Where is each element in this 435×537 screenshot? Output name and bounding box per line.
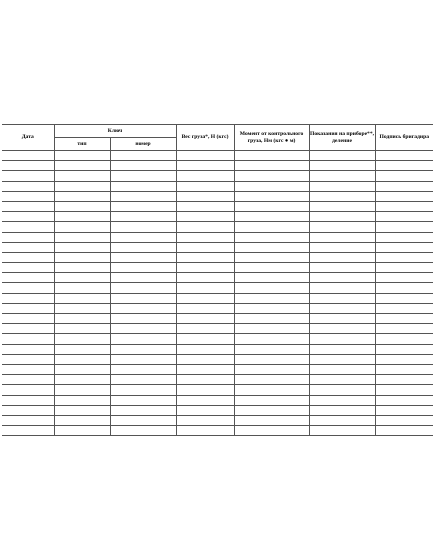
table-cell[interactable] xyxy=(176,263,234,273)
table-cell[interactable] xyxy=(176,191,234,201)
table-cell[interactable] xyxy=(54,232,110,242)
table-cell[interactable] xyxy=(176,354,234,364)
table-cell[interactable] xyxy=(54,181,110,191)
table-row xyxy=(2,303,433,313)
table-cell[interactable] xyxy=(234,171,309,181)
table-cell[interactable] xyxy=(2,314,54,324)
log-body xyxy=(2,151,433,436)
table-cell[interactable] xyxy=(2,161,54,171)
table-cell[interactable] xyxy=(309,314,375,324)
table-cell[interactable] xyxy=(176,212,234,222)
table-cell[interactable] xyxy=(234,273,309,283)
table-cell[interactable] xyxy=(2,171,54,181)
table-cell[interactable] xyxy=(176,314,234,324)
table-cell[interactable] xyxy=(54,344,110,354)
table-cell[interactable] xyxy=(2,191,54,201)
table-row xyxy=(2,354,433,364)
table-cell[interactable] xyxy=(375,242,433,252)
table-cell[interactable] xyxy=(309,375,375,385)
header-signature: Подпись бригадира xyxy=(375,125,433,151)
table-cell[interactable] xyxy=(110,375,176,385)
table-cell[interactable] xyxy=(234,181,309,191)
table-row xyxy=(2,273,433,283)
table-cell[interactable] xyxy=(234,293,309,303)
table-row xyxy=(2,212,433,222)
table-row xyxy=(2,263,433,273)
table-cell[interactable] xyxy=(375,385,433,395)
table-row xyxy=(2,426,433,436)
table-cell[interactable] xyxy=(110,181,176,191)
table-cell[interactable] xyxy=(176,334,234,344)
table-cell[interactable] xyxy=(234,232,309,242)
table-cell[interactable] xyxy=(375,395,433,405)
table-cell[interactable] xyxy=(54,303,110,313)
table-row xyxy=(2,364,433,374)
table-cell[interactable] xyxy=(2,405,54,415)
table-row xyxy=(2,191,433,201)
table-cell[interactable] xyxy=(234,415,309,425)
table-cell[interactable] xyxy=(110,395,176,405)
table-cell[interactable] xyxy=(234,334,309,344)
table-cell[interactable] xyxy=(234,375,309,385)
table-cell[interactable] xyxy=(309,151,375,161)
table-cell[interactable] xyxy=(234,395,309,405)
header-moment: Момент от контрольного груза, Нм (кгс ● м) xyxy=(234,125,309,151)
table-cell[interactable] xyxy=(110,273,176,283)
table-cell[interactable] xyxy=(54,354,110,364)
table-cell[interactable] xyxy=(309,415,375,425)
table-cell[interactable] xyxy=(375,252,433,262)
table-cell[interactable] xyxy=(309,252,375,262)
table-cell[interactable] xyxy=(375,303,433,313)
table-cell[interactable] xyxy=(2,212,54,222)
table-cell[interactable] xyxy=(375,354,433,364)
table-cell[interactable] xyxy=(176,201,234,211)
table-row xyxy=(2,252,433,262)
table-cell[interactable] xyxy=(2,415,54,425)
table-row xyxy=(2,201,433,211)
table-cell[interactable] xyxy=(375,426,433,436)
table-cell[interactable] xyxy=(176,171,234,181)
table-cell[interactable] xyxy=(309,293,375,303)
table-cell[interactable] xyxy=(309,222,375,232)
table-cell[interactable] xyxy=(110,283,176,293)
table-cell[interactable] xyxy=(54,324,110,334)
table-cell[interactable] xyxy=(375,201,433,211)
table-cell[interactable] xyxy=(110,191,176,201)
table-cell[interactable] xyxy=(110,232,176,242)
table-cell[interactable] xyxy=(2,395,54,405)
table-cell[interactable] xyxy=(234,191,309,201)
table-cell[interactable] xyxy=(54,273,110,283)
table-cell[interactable] xyxy=(176,426,234,436)
table-cell[interactable] xyxy=(234,385,309,395)
table-row xyxy=(2,181,433,191)
table-cell[interactable] xyxy=(54,242,110,252)
table-cell[interactable] xyxy=(234,252,309,262)
table-cell[interactable] xyxy=(110,252,176,262)
table-cell[interactable] xyxy=(234,405,309,415)
table-cell[interactable] xyxy=(54,191,110,201)
table-cell[interactable] xyxy=(176,181,234,191)
table-cell[interactable] xyxy=(2,426,54,436)
table-cell[interactable] xyxy=(110,354,176,364)
table-cell[interactable] xyxy=(234,222,309,232)
table-cell[interactable] xyxy=(110,385,176,395)
table-cell[interactable] xyxy=(375,151,433,161)
table-cell[interactable] xyxy=(234,212,309,222)
table-cell[interactable] xyxy=(309,181,375,191)
table-cell[interactable] xyxy=(110,222,176,232)
table-cell[interactable] xyxy=(375,161,433,171)
table-cell[interactable] xyxy=(2,201,54,211)
log-table xyxy=(2,124,433,436)
table-cell[interactable] xyxy=(54,171,110,181)
table-cell[interactable] xyxy=(110,151,176,161)
table-cell[interactable] xyxy=(375,293,433,303)
table-cell[interactable] xyxy=(375,232,433,242)
table-cell[interactable] xyxy=(375,191,433,201)
table-cell[interactable] xyxy=(54,405,110,415)
table-cell[interactable] xyxy=(2,273,54,283)
table-cell[interactable] xyxy=(309,161,375,171)
table-cell[interactable] xyxy=(234,263,309,273)
table-cell[interactable] xyxy=(54,212,110,222)
table-cell[interactable] xyxy=(375,334,433,344)
table-cell[interactable] xyxy=(2,151,54,161)
table-row xyxy=(2,161,433,171)
table-cell[interactable] xyxy=(234,201,309,211)
table-cell[interactable] xyxy=(2,181,54,191)
table-cell[interactable] xyxy=(309,191,375,201)
table-cell[interactable] xyxy=(54,314,110,324)
table-cell[interactable] xyxy=(110,344,176,354)
table-row xyxy=(2,324,433,334)
table-cell[interactable] xyxy=(54,283,110,293)
table-cell[interactable] xyxy=(2,354,54,364)
table-cell[interactable] xyxy=(2,375,54,385)
table-cell[interactable] xyxy=(309,385,375,395)
table-cell[interactable] xyxy=(375,222,433,232)
table-row xyxy=(2,405,433,415)
table-row xyxy=(2,232,433,242)
table-cell[interactable] xyxy=(2,324,54,334)
table-cell[interactable] xyxy=(110,426,176,436)
header-reading: Показания на приборе**, деление xyxy=(309,125,375,151)
table-cell[interactable] xyxy=(110,161,176,171)
table-cell[interactable] xyxy=(176,293,234,303)
table-cell[interactable] xyxy=(234,303,309,313)
table-cell[interactable] xyxy=(234,242,309,252)
table-cell[interactable] xyxy=(54,385,110,395)
table-cell[interactable] xyxy=(176,283,234,293)
table-cell[interactable] xyxy=(2,334,54,344)
table-cell[interactable] xyxy=(54,364,110,374)
table-cell[interactable] xyxy=(309,405,375,415)
table-cell[interactable] xyxy=(2,293,54,303)
table-cell[interactable] xyxy=(309,324,375,334)
table-cell[interactable] xyxy=(234,283,309,293)
table-row xyxy=(2,171,433,181)
header-key-type: тип xyxy=(54,138,110,151)
table-row xyxy=(2,242,433,252)
table-cell[interactable] xyxy=(375,344,433,354)
table-cell[interactable] xyxy=(309,303,375,313)
table-cell[interactable] xyxy=(110,324,176,334)
table-cell[interactable] xyxy=(375,314,433,324)
table-cell[interactable] xyxy=(110,263,176,273)
table-cell[interactable] xyxy=(2,263,54,273)
table-cell[interactable] xyxy=(309,426,375,436)
table-cell[interactable] xyxy=(54,151,110,161)
table-cell[interactable] xyxy=(309,232,375,242)
table-cell[interactable] xyxy=(110,415,176,425)
table-row xyxy=(2,415,433,425)
table-cell[interactable] xyxy=(110,171,176,181)
table-cell[interactable] xyxy=(234,364,309,374)
table-cell[interactable] xyxy=(375,405,433,415)
table-cell[interactable] xyxy=(2,303,54,313)
table-cell[interactable] xyxy=(309,354,375,364)
table-cell[interactable] xyxy=(234,151,309,161)
table-row xyxy=(2,283,433,293)
table-cell[interactable] xyxy=(54,426,110,436)
header-weight: Вес груза*, Н (кгс) xyxy=(176,125,234,151)
table-cell[interactable] xyxy=(176,303,234,313)
table-cell[interactable] xyxy=(176,161,234,171)
table-cell[interactable] xyxy=(375,324,433,334)
header-key: Ключ xyxy=(54,125,176,138)
table-cell[interactable] xyxy=(110,201,176,211)
table-cell[interactable] xyxy=(375,415,433,425)
table-cell[interactable] xyxy=(110,242,176,252)
table-row xyxy=(2,375,433,385)
table-cell[interactable] xyxy=(309,201,375,211)
table-cell[interactable] xyxy=(234,161,309,171)
table-row xyxy=(2,344,433,354)
table-cell[interactable] xyxy=(309,283,375,293)
table-cell[interactable] xyxy=(176,385,234,395)
table-cell[interactable] xyxy=(176,415,234,425)
table-cell[interactable] xyxy=(54,222,110,232)
table-cell[interactable] xyxy=(110,293,176,303)
table-cell[interactable] xyxy=(54,201,110,211)
table-row xyxy=(2,334,433,344)
header-key-number: номер xyxy=(110,138,176,151)
table-cell[interactable] xyxy=(54,161,110,171)
table-cell[interactable] xyxy=(110,405,176,415)
table-cell[interactable] xyxy=(234,314,309,324)
table-cell[interactable] xyxy=(176,151,234,161)
table-cell[interactable] xyxy=(176,242,234,252)
table-cell[interactable] xyxy=(176,364,234,374)
table-cell[interactable] xyxy=(2,252,54,262)
table-cell[interactable] xyxy=(309,334,375,344)
table-cell[interactable] xyxy=(375,263,433,273)
table-cell[interactable] xyxy=(2,242,54,252)
table-cell[interactable] xyxy=(54,252,110,262)
table-cell[interactable] xyxy=(234,354,309,364)
table-cell[interactable] xyxy=(176,395,234,405)
table-cell[interactable] xyxy=(54,395,110,405)
table-cell[interactable] xyxy=(110,303,176,313)
table-cell[interactable] xyxy=(176,273,234,283)
table-cell[interactable] xyxy=(54,293,110,303)
table-cell[interactable] xyxy=(375,364,433,374)
table-cell[interactable] xyxy=(2,222,54,232)
table-cell[interactable] xyxy=(176,324,234,334)
table-cell[interactable] xyxy=(110,334,176,344)
table-cell[interactable] xyxy=(309,273,375,283)
table-cell[interactable] xyxy=(176,222,234,232)
table-cell[interactable] xyxy=(54,375,110,385)
table-cell[interactable] xyxy=(176,344,234,354)
table-cell[interactable] xyxy=(375,273,433,283)
table-row xyxy=(2,293,433,303)
table-cell[interactable] xyxy=(375,181,433,191)
table-cell[interactable] xyxy=(234,344,309,354)
table-cell[interactable] xyxy=(176,405,234,415)
table-cell[interactable] xyxy=(2,344,54,354)
table-cell[interactable] xyxy=(176,375,234,385)
table-cell[interactable] xyxy=(54,263,110,273)
table-cell[interactable] xyxy=(309,344,375,354)
table-cell[interactable] xyxy=(309,395,375,405)
table-cell[interactable] xyxy=(2,283,54,293)
table-cell[interactable] xyxy=(309,242,375,252)
table-cell[interactable] xyxy=(309,364,375,374)
table-row xyxy=(2,395,433,405)
table-cell[interactable] xyxy=(110,364,176,374)
table-cell[interactable] xyxy=(309,212,375,222)
table-row xyxy=(2,385,433,395)
table-cell[interactable] xyxy=(375,212,433,222)
log-form xyxy=(0,124,435,436)
table-row xyxy=(2,151,433,161)
table-row xyxy=(2,222,433,232)
table-cell[interactable] xyxy=(54,334,110,344)
table-cell[interactable] xyxy=(176,252,234,262)
table-cell[interactable] xyxy=(375,375,433,385)
table-cell[interactable] xyxy=(54,415,110,425)
table-cell[interactable] xyxy=(234,426,309,436)
table-cell[interactable] xyxy=(2,232,54,242)
table-cell[interactable] xyxy=(110,314,176,324)
table-cell[interactable] xyxy=(375,283,433,293)
table-cell[interactable] xyxy=(110,212,176,222)
table-cell[interactable] xyxy=(2,385,54,395)
table-row xyxy=(2,314,433,324)
table-cell[interactable] xyxy=(176,232,234,242)
table-cell[interactable] xyxy=(309,171,375,181)
table-cell[interactable] xyxy=(309,263,375,273)
table-cell[interactable] xyxy=(234,324,309,334)
table-cell[interactable] xyxy=(375,171,433,181)
header-date: Дата xyxy=(2,125,54,151)
table-cell[interactable] xyxy=(2,364,54,374)
